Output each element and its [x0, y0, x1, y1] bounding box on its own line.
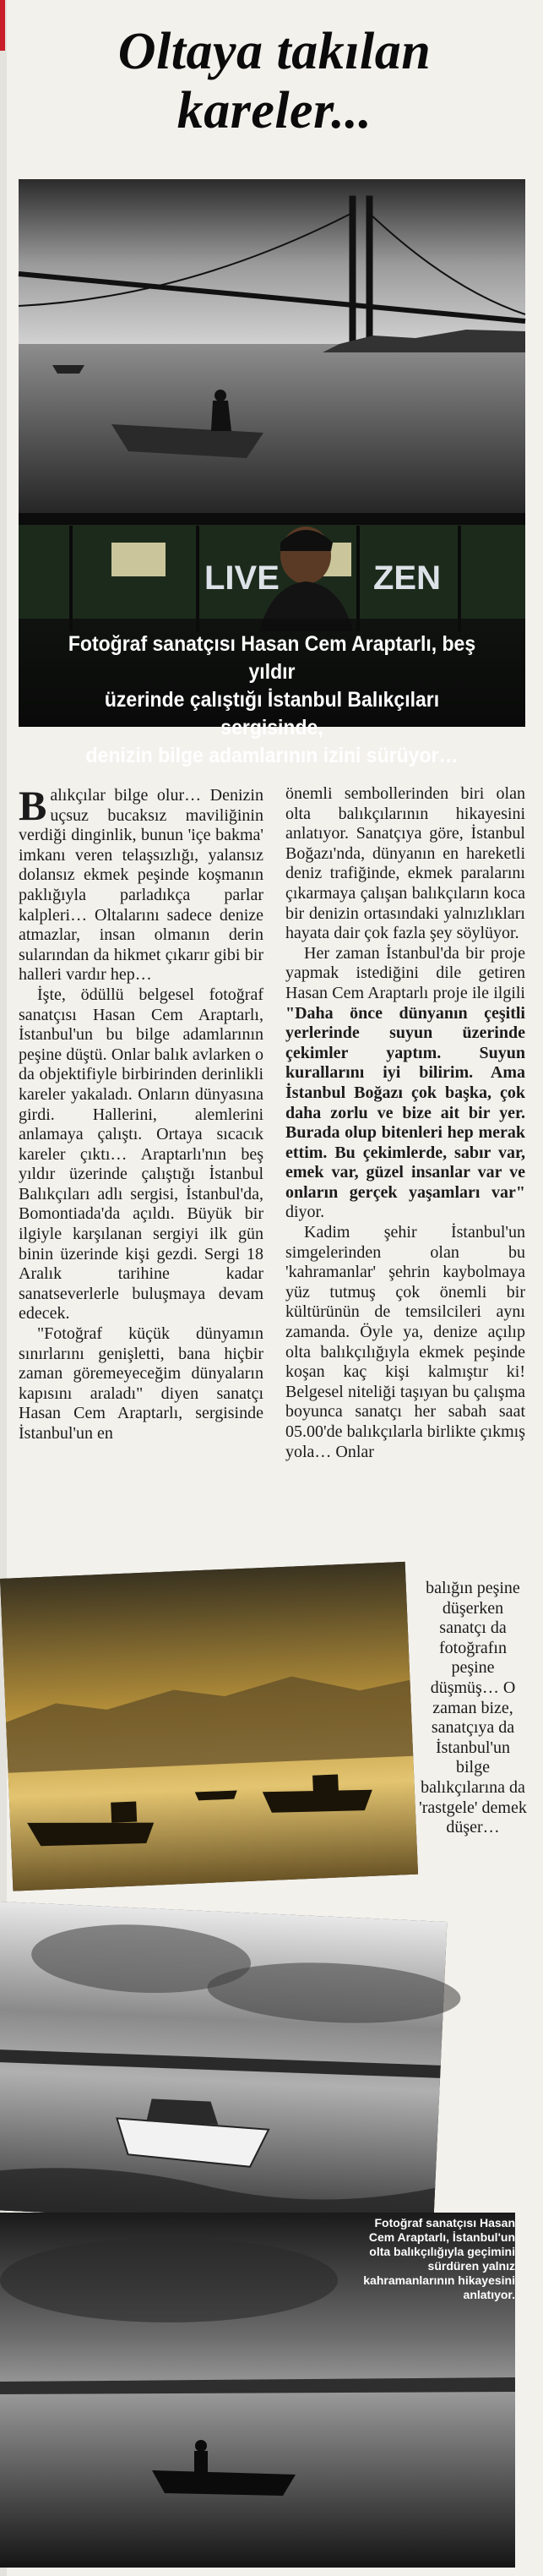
paragraph-exhibition: İşte, ödüllü belgesel fotoğraf sanatçısı Hasan Cem Araptarlı, İstanbul'un bu bilge adamlarının peşine düştü. Onlar balık avlarken o da objektifiyle birbirinden derinlikli kareler yakaladı. Onların dünyasına girdi. Hallerini, alemlerini anlamaya çalıştı. Ortaya sıcacık kareler çıktı… Araptarlı'nın beş yıldır üzerinde çalıştığı İstanbul Balıkçıları adlı sergisi, İstanbul'da, Bomontiada'da açıldı. Büyük bir ilgiyle karşılanan sergiyi ilk gün binin üzerinde kişi gezdi. Sergi 18 Aralık tarihine kadar sanatseverlerle buluşmaya devam edecek. — [19, 985, 263, 1323]
article-left-column — [19, 782, 263, 1444]
hero-caption-line-1: Fotoğraf sanatçısı Hasan Cem Araptarlı, beş yıldır — [68, 632, 476, 684]
sunset-boats-image — [0, 1562, 418, 1891]
paragraph-symbols: önemli sembollerinden biri olan olta balıkçılarının hikayesini anlatıyor. Sanatçıya göre, İstanbul Boğazı'nda, dünyanın en hareketli deniz trafiğinde, ekmek paralarını çıkarmaya çalışan balıkçıların koca bir denizin ortasındaki yalnızlıkları hayata dair çok fazla şey söylüyor. — [285, 784, 525, 943]
paragraph-heroes: Kadim şehir İstanbul'un simgelerinden olan bu 'kahramanlar' şehrin kaybolmaya yüz tutmuş çok önemli bir kültürünün de temsilcileri aynı zamanda. Öyle ya, denize açılıp olta balıkçılığıyla ekmek peşinde koşan kaç kişi kalmıştır ki! Belgesel niteliği taşıyan bu çalışma boyunca sanatçı her sabah saat 05.00'de balıkçılarla birlikte çıkmış yola… Onlar — [285, 1223, 525, 1461]
artist-quote: "Daha önce dünyanın çeşitli yerlerinde suyun üzerinde çekimler yaptım. Suyun kurallarını iyi bilirim. Ama İstanbul Boğazı çok başka, çok daha zorlu ve bize ait bir yer. Burada olup bitenleri hep merak ettim. Bu çekimlerde, sabır var, emek var, güzel insanlar var ve onların gerçek yaşamları var" — [285, 1003, 525, 1202]
article-right-column — [285, 784, 525, 1462]
drop-cap: B — [19, 782, 47, 829]
paragraph-project-text: Her zaman İstanbul'da bir proje yapmak istediğini dile getiren Hasan Cem Araptarlı proje ile ilgili — [285, 943, 525, 1002]
hero-caption-line-3: denizin bilge adamlarının izini sürüyor… — [85, 744, 459, 767]
photo-caption: Fotoğraf sanatçısı Hasan Cem Araptarlı, İstanbul'un olta balıkçılığıyla geçimini sürdüren yalnız kahramanlarının hikayesini anlatıyor. — [363, 2216, 515, 2301]
paragraph-quote-start: "Fotoğraf küçük dünyamın sınırlarını genişletti, bana hiçbir zaman göremeyeceğim dünyaların kapısını araladı" diyen sanatçı Hasan Cem Araptarlı, sergisinde İstanbul'un en — [19, 1324, 263, 1443]
hero-caption-line-2: üzerinde çalıştığı İstanbul Balıkçıları sergisinde, — [104, 688, 440, 740]
section-color-tab — [0, 0, 5, 51]
hero-photo — [19, 179, 525, 767]
headline — [25, 22, 524, 140]
paragraph-intro — [19, 782, 263, 985]
paragraph-project-end: diyor. — [285, 1203, 325, 1222]
paragraph-intro-text: alıkçılar bilge olur… Denizin uçsuz bucaksız maviliğinin verdiği dinginlik, bunun 'içe bakma' imkanı veren telaşsızlığı, yalansız dolansız ekmek peşinde koşmanın paklığıyla parladıkça parlar kalpleri… Oltalarını sadece denize atmazlar, insan olmanın derin sularından da hikmet çıkarır gibi bir halleri vardır hep… — [19, 786, 263, 985]
distant-boat — [52, 365, 84, 374]
stormy-sea-photo — [0, 1902, 447, 2230]
graffiti-word-zen: ZEN — [373, 559, 441, 597]
article-wrap-column: balığın peşine düşerken sanatçı da fotoğrafın peşine düşmüş… O zaman bize, sanatçıya da İstanbul'un bilge balıkçılarına da 'rastgele' demek düşer… — [419, 1579, 527, 1837]
hero-caption — [19, 619, 525, 767]
headline-line-2: kareler... — [176, 82, 372, 139]
sunset-boats-photo — [0, 1562, 418, 1891]
stormy-sea-image — [0, 1902, 447, 2230]
graffiti-word-live: LIVE — [204, 559, 280, 597]
headline-line-1: Oltaya takılan — [117, 23, 432, 80]
paragraph-project — [285, 944, 525, 1223]
